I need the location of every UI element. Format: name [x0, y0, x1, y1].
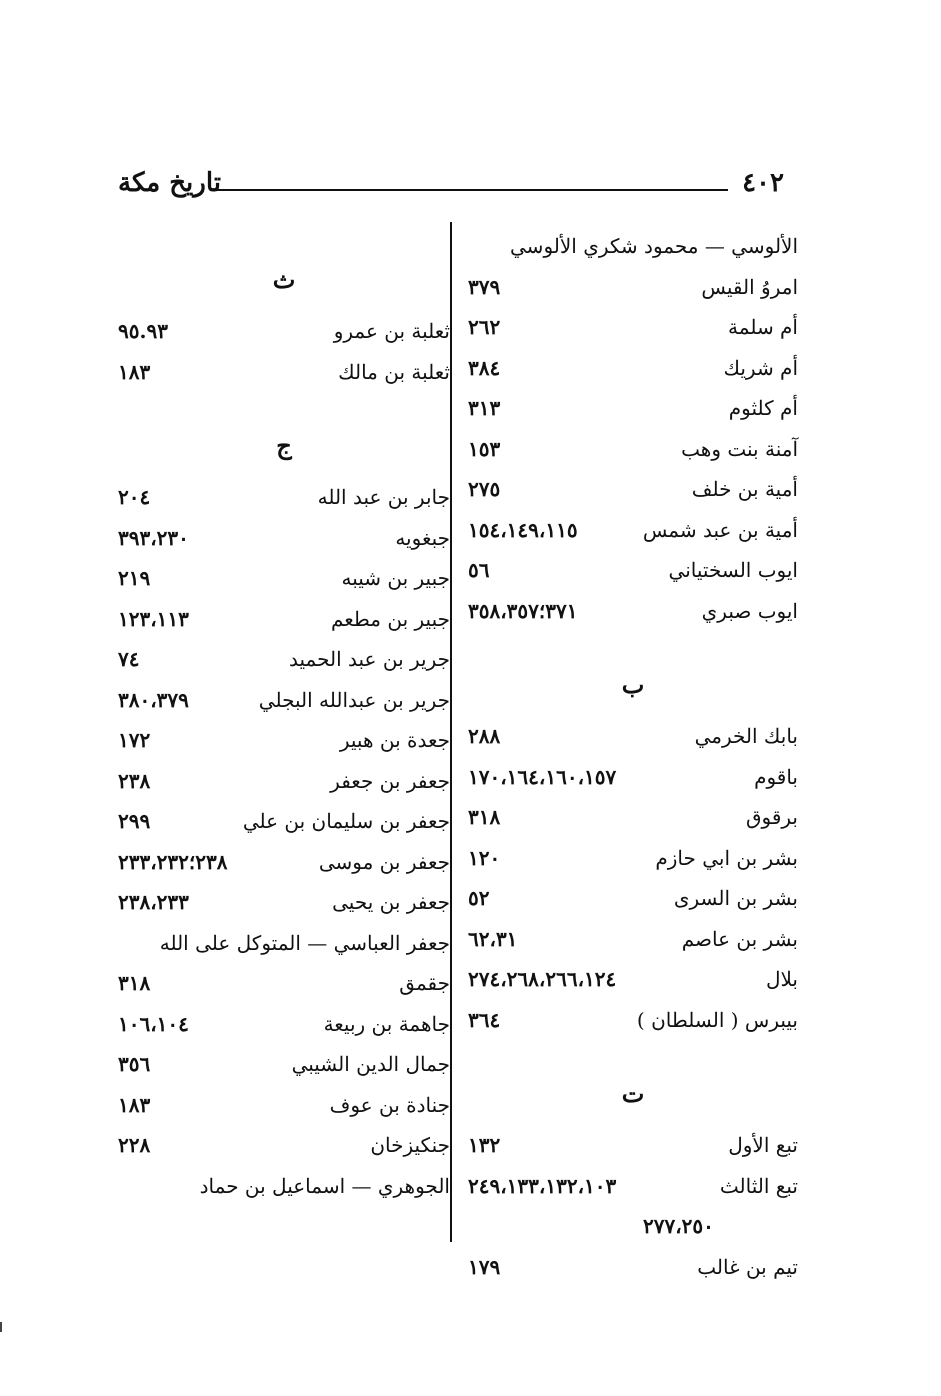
- index-entry: [468, 797, 798, 838]
- entry-pages: ٣٨٠،٣٧٩: [118, 687, 189, 712]
- index-entry: [468, 348, 798, 389]
- entry-pages: ٣٦٤: [468, 1007, 501, 1032]
- index-entry: [118, 477, 450, 518]
- entry-name: جرير بن عبدالله البجلي: [258, 687, 450, 712]
- entry-pages: ١٧٩: [468, 1254, 501, 1279]
- entry-pages-continued: ٢٧٧،٢٥٠: [643, 1214, 714, 1238]
- entry-name: جرير بن عبد الحميد: [289, 647, 450, 671]
- index-entry: [118, 639, 450, 680]
- index-entry: [468, 1247, 798, 1288]
- entry-name: جبير بن مطعم: [330, 606, 450, 631]
- entry-name: تيم بن غالب: [697, 1254, 798, 1279]
- entry-pages: ٣٧٩: [468, 274, 501, 299]
- entry-pages: ١٠٦،١٠٤: [118, 1011, 189, 1036]
- index-entry: [468, 388, 798, 429]
- entry-name: أم سلمة: [728, 315, 798, 339]
- index-entry: [468, 429, 798, 470]
- entry-name: بشر بن عاصم: [681, 926, 798, 951]
- entry-name: جعفر العباسي — المتوكل على الله: [159, 930, 450, 955]
- index-entry: [118, 599, 450, 640]
- entry-pages: ٣٨٤: [468, 355, 501, 380]
- entry-pages: ١٥٣: [468, 436, 501, 461]
- entry-pages: ١٥٤،١٤٩،١١٥: [468, 517, 578, 542]
- entry-pages: ٣١٣: [468, 396, 501, 420]
- entry-name: جنكيزخان: [370, 1133, 450, 1157]
- index-entry: [118, 1125, 450, 1166]
- index-entry: [118, 882, 450, 923]
- entry-name: جقمق: [399, 971, 450, 995]
- page-number: ٤٠٢: [742, 168, 784, 198]
- index-entry: [468, 838, 798, 879]
- entry-pages: ٧٤: [118, 647, 140, 671]
- entry-pages: ٢٧٥: [468, 477, 501, 501]
- entry-pages: ٢٠٤: [118, 485, 151, 509]
- index-entry: [468, 1000, 798, 1041]
- section-letter-ta: ت: [621, 1079, 645, 1108]
- index-entry: [468, 716, 798, 757]
- entry-name: جعفر بن جعفر: [330, 768, 450, 793]
- index-entry: [118, 1004, 450, 1045]
- index-entry: [468, 959, 798, 1000]
- entry-name: بيبرس ( السلطان ): [636, 1007, 798, 1032]
- entry-pages: ٣١٨: [118, 971, 151, 995]
- entry-name: جنادة بن عوف: [329, 1092, 450, 1117]
- entry-name: امروُ القيس: [701, 274, 798, 299]
- entry-name: أم شريك: [723, 355, 798, 380]
- entry-name: بابك الخرمي: [694, 724, 798, 748]
- entry-pages: ١٢٣،١١٣: [118, 606, 189, 631]
- entry-name: بشر بن السرى: [673, 886, 798, 910]
- entry-pages: ١٨٣: [118, 1092, 151, 1117]
- entry-name: ثعلبة بن عمرو: [333, 319, 450, 343]
- entry-name: الجوهري — اسماعيل بن حماد: [199, 1173, 450, 1198]
- index-entry: [118, 558, 450, 599]
- index-entry-continuation: [468, 1206, 798, 1247]
- index-entry: [468, 469, 798, 510]
- entry-pages: ٣٩٣،٢٣٠: [118, 525, 189, 550]
- entry-name: جعفر بن يحيى: [332, 890, 450, 914]
- section-spacer: [468, 631, 798, 653]
- entry-name: جابر بن عبد الله: [317, 485, 450, 509]
- entry-pages: ١٧٠،١٦٤،١٦٠،١٥٧: [468, 764, 617, 789]
- entry-name: تبع الثالث: [719, 1173, 798, 1198]
- entry-pages: ٢٨٨: [468, 724, 501, 748]
- entry-name: بلال: [765, 967, 798, 991]
- entry-pages: ٢٣٨؛٢٣٣،٢٣٢: [118, 849, 228, 874]
- entry-name: تبع الأول: [728, 1133, 798, 1157]
- entry-pages: ٣٥٦: [118, 1052, 151, 1076]
- index-entry: [118, 680, 450, 721]
- section-letter-jim: ج: [276, 431, 292, 460]
- entry-name: آمنة بنت وهب: [681, 436, 798, 461]
- index-entry: [468, 591, 798, 632]
- index-entry: [118, 923, 450, 964]
- index-entry: [468, 550, 798, 591]
- entry-name: جبير بن شيبه: [341, 566, 450, 590]
- index-entry: [118, 1044, 450, 1085]
- index-column-right: [468, 226, 798, 1287]
- index-entry: [118, 801, 450, 842]
- index-entry: [118, 518, 450, 559]
- section-letter-ba: ب: [621, 670, 645, 699]
- entry-name: ايوب السختياني: [668, 558, 798, 582]
- entry-name: أمية بن عبد شمس: [642, 517, 798, 542]
- entry-name: أم كلثوم: [728, 396, 798, 420]
- entry-pages: ٦٢،٣١: [468, 926, 518, 951]
- index-entry: [468, 1166, 798, 1207]
- column-divider: [450, 222, 452, 1242]
- index-entry: [468, 878, 798, 919]
- entry-pages: ٥٢: [468, 886, 490, 910]
- index-entry: [468, 267, 798, 308]
- section-letter-tha: ث: [272, 265, 296, 294]
- entry-pages: ١٨٣: [118, 359, 151, 384]
- index-entry: [118, 1166, 450, 1207]
- entry-pages: ٢١٩: [118, 566, 151, 590]
- entry-pages: ١٧٢: [118, 728, 151, 752]
- index-entry: [118, 963, 450, 1004]
- index-column-left: [118, 226, 450, 1206]
- entry-name: بشر بن ابي حازم: [655, 845, 798, 870]
- header-rule: [210, 189, 728, 191]
- section-spacer: [118, 392, 450, 414]
- entry-pages: ١٣٢: [468, 1133, 501, 1157]
- index-entry: [118, 352, 450, 393]
- index-entry: [118, 720, 450, 761]
- entry-name: جعفر بن موسى: [318, 849, 450, 874]
- entry-pages: ٩٥.٩٣: [118, 319, 168, 343]
- index-entry: [468, 1125, 798, 1166]
- entry-name: الألوسي — محمود شكري الألوسي: [510, 234, 798, 258]
- section-spacer: [468, 1040, 798, 1062]
- entry-pages: ٢٤٩،١٣٣،١٣٢،١٠٣: [468, 1173, 617, 1198]
- entry-name: جاهمة بن ربيعة: [323, 1011, 450, 1036]
- entry-name: ثعلبة بن مالك: [338, 359, 450, 384]
- book-title: تاريخ مكة: [118, 168, 222, 198]
- index-entry: [118, 311, 450, 352]
- entry-pages: ٢٦٢: [468, 315, 501, 339]
- index-entry: [468, 510, 798, 551]
- entry-pages: ٢٣٨،٢٣٣: [118, 890, 189, 914]
- entry-name: أمية بن خلف: [691, 477, 798, 501]
- entry-name: جبغويه: [395, 525, 450, 550]
- index-entry: [468, 919, 798, 960]
- entry-pages: ٣٧١؛٣٥٨،٣٥٧: [468, 598, 578, 623]
- index-entry: [468, 226, 798, 267]
- index-entry: [468, 307, 798, 348]
- entry-name: جعفر بن سليمان بن علي: [242, 809, 450, 833]
- index-entry: [118, 1085, 450, 1126]
- scan-edge-mark: [0, 1322, 2, 1332]
- index-entry: [118, 761, 450, 802]
- entry-pages: ٣١٨: [468, 805, 501, 829]
- page-header: [118, 168, 784, 208]
- index-entry: [118, 842, 450, 883]
- entry-pages: ١٢٠: [468, 845, 501, 870]
- entry-name: برقوق: [745, 805, 798, 829]
- index-entry: [468, 757, 798, 798]
- entry-name: باقوم: [754, 764, 798, 789]
- entry-pages: ٢٢٨: [118, 1133, 151, 1157]
- entry-name: جمال الدين الشيبي: [291, 1052, 450, 1076]
- entry-pages: ٢٣٨: [118, 768, 151, 793]
- entry-name: جعدة بن هبير: [339, 728, 450, 752]
- entry-name: ايوب صبري: [701, 598, 798, 623]
- entry-pages: ٢٩٩: [118, 809, 151, 833]
- entry-pages: ٢٧٤،٢٦٨،٢٦٦،١٢٤: [468, 967, 617, 991]
- entry-pages: ٥٦: [468, 558, 490, 582]
